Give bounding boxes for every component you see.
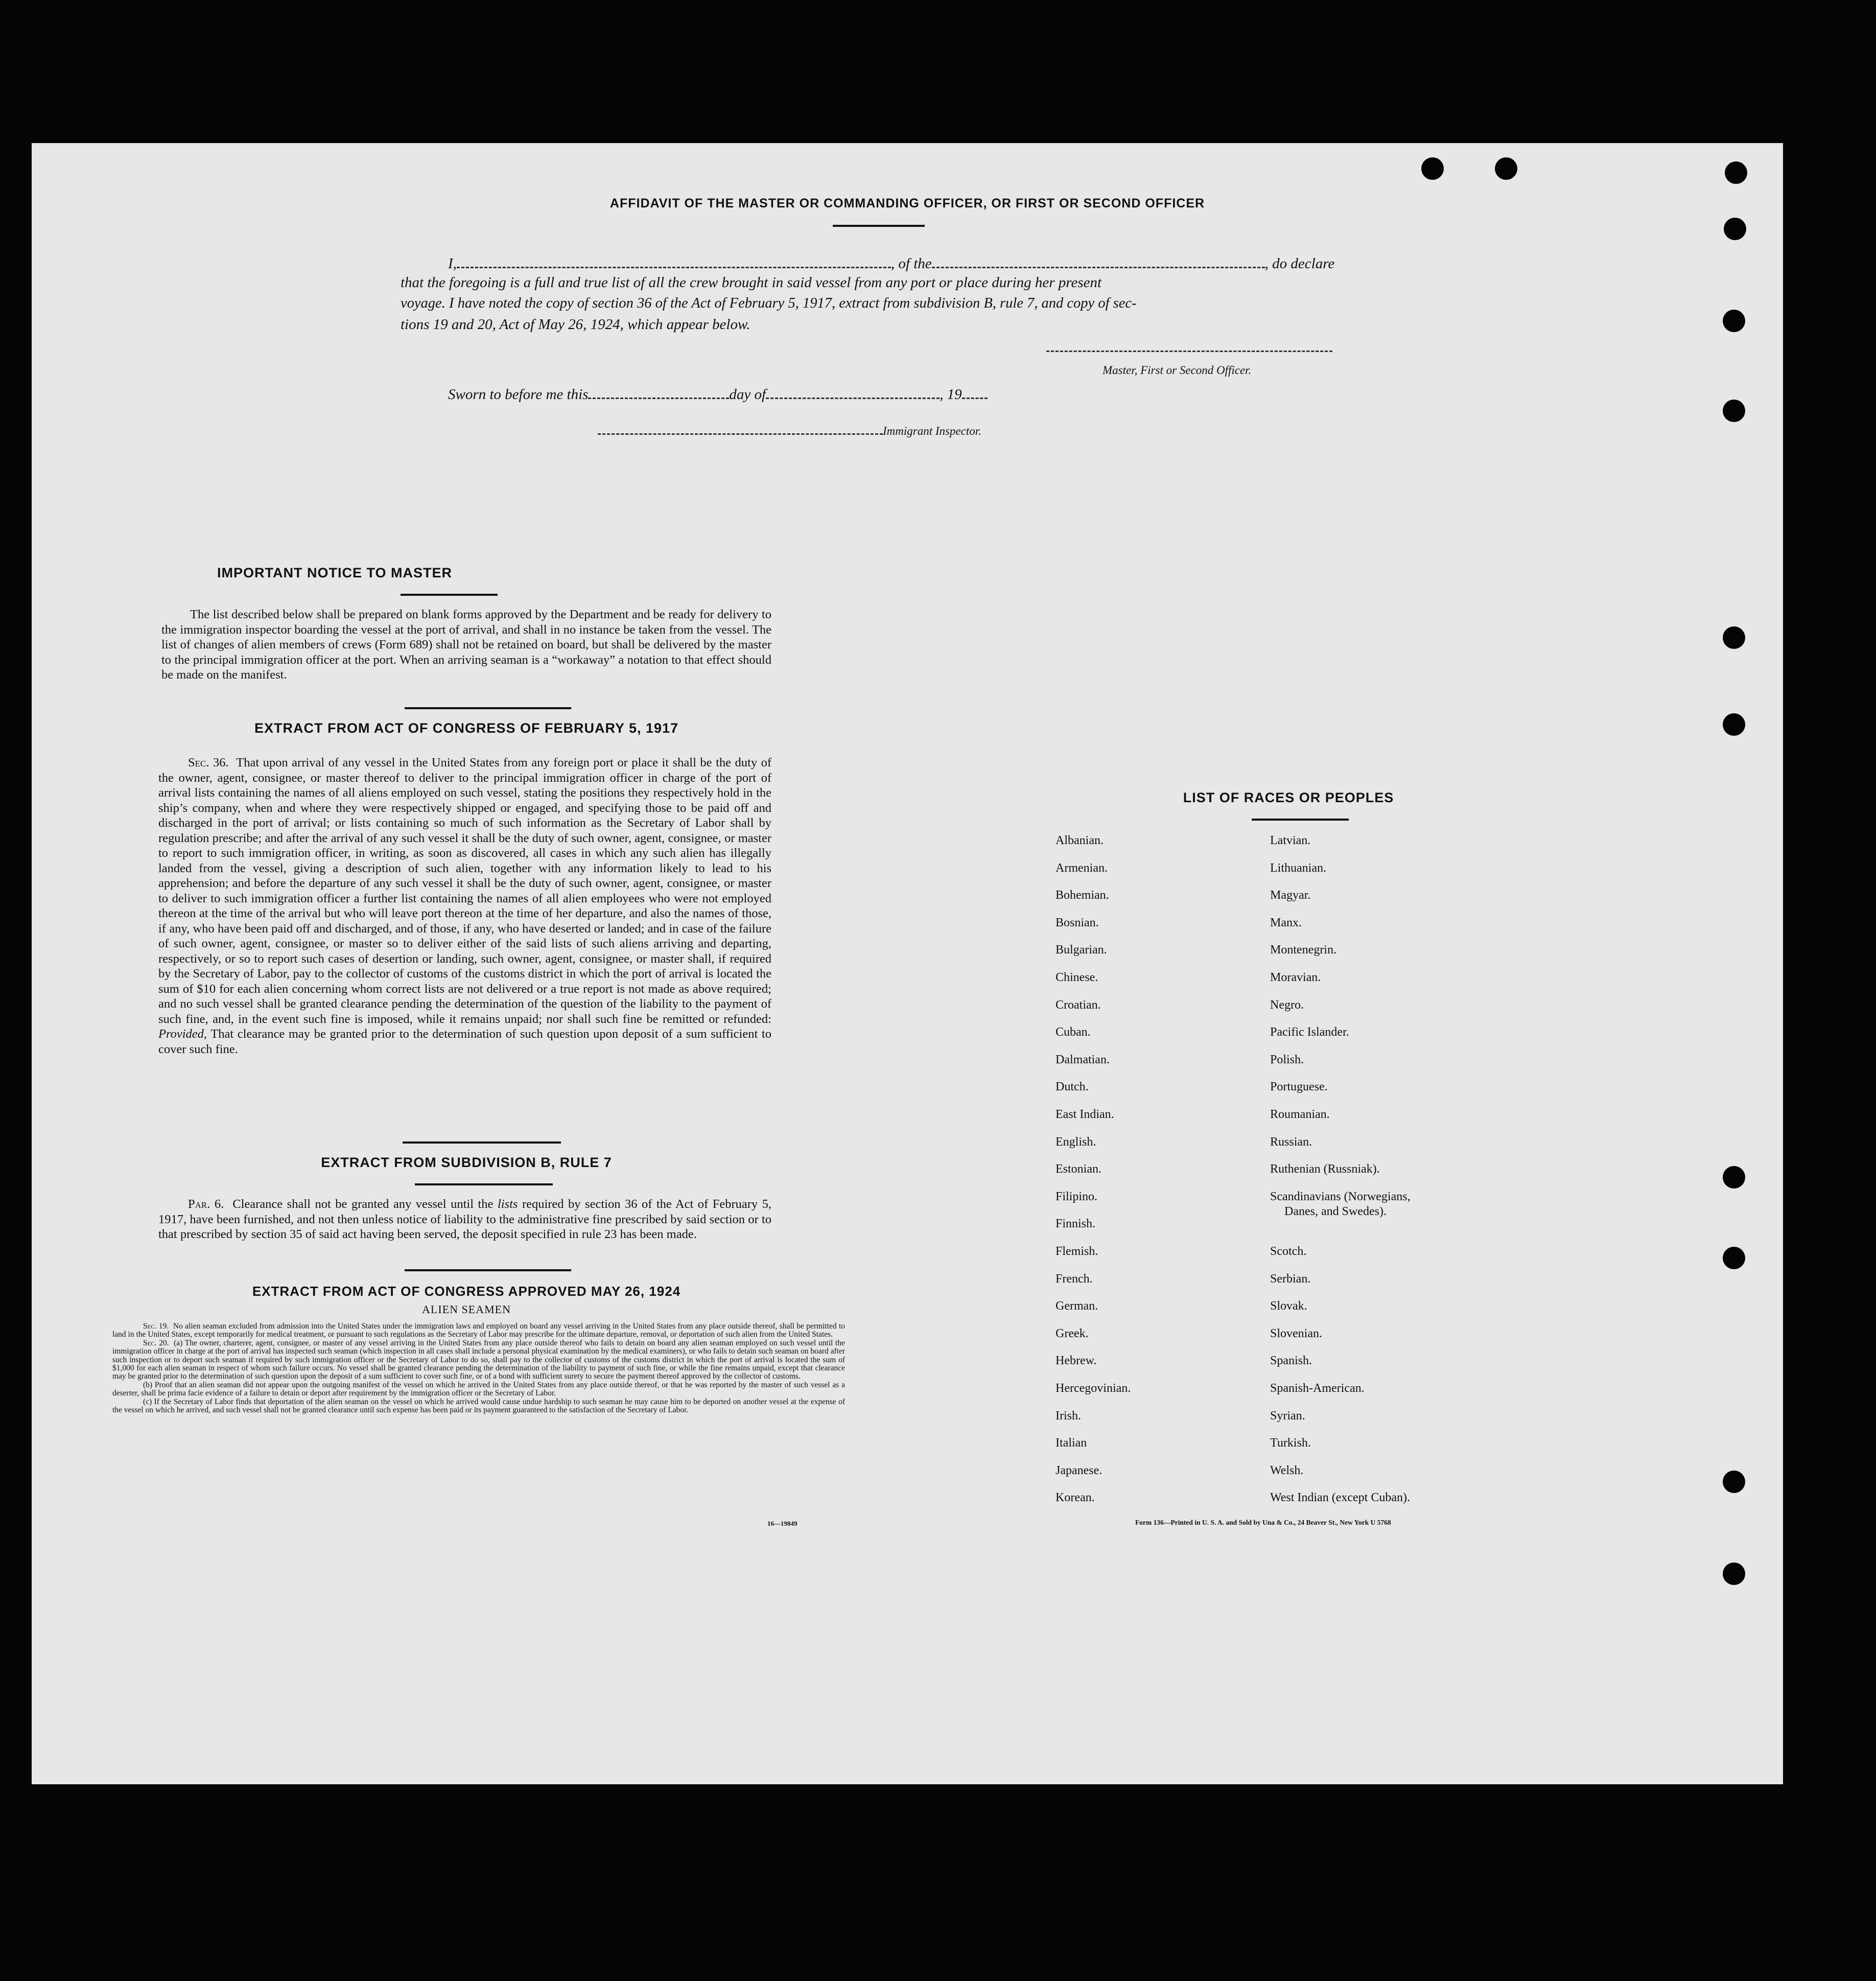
race-item: Irish. <box>1056 1409 1081 1423</box>
race-item: Turkish. <box>1270 1436 1311 1450</box>
sworn-label: Sworn to before me this <box>448 386 589 403</box>
race-item: Slovenian. <box>1270 1327 1322 1340</box>
rule7-text-b: required by section 36 of the Act of February 5, 1917, have been furnished, and not then unless notice of liability to the administrative fine prescribed by said section or to that prescribed by section 35 of said act having been served, the deposit specified in rule 23 has been made. <box>158 1197 772 1241</box>
declaration-line-2: that the foregoing is a full and true list of all the crew brought in said vessel from any port or place during her present <box>401 274 1102 291</box>
sec-20-label: Sec. 20. <box>143 1338 169 1347</box>
form-sheet <box>32 143 1783 1784</box>
races-title: LIST OF RACES OR PEOPLES <box>1183 790 1394 805</box>
alien-seamen-subtitle: ALIEN SEAMEN <box>422 1303 511 1316</box>
of-the-label: , of the <box>890 255 932 272</box>
race-item: Syrian. <box>1270 1409 1305 1423</box>
punch-hole <box>1495 157 1517 180</box>
sworn-line <box>448 383 988 403</box>
sec-20a-text: (a) The owner, charterer, agent, consignee, or master of any vessel arriving in the United States from any place outside thereof who fails to detain on board any alien seaman employed on such vessel until the immigration officer in charge at the port of arrival has inspected such seaman (which inspection in all cases shall include a personal physical examination by the medical examiners), or who fails to detain such seaman on board after such inspection or to deport such seaman if required by such immigration officer or the Secretary of Labor to do so, shall pay to the collector of customs of the customs district in which the port of arrival is located the sum of $1,000 for each alien seaman in respect of whom such failure occurs. No vessel shall be granted clearance pending the determination of the liability to payment of such fine, or while the fine remains unpaid, except that clearance may be granted prior to the determination of such question upon the deposit of a sum sufficient to cover such fine, or of a bond with sufficient surety to secure the payment thereof approved by the collector of customs. <box>112 1338 845 1381</box>
race-item: French. <box>1056 1272 1093 1286</box>
affidavit-title: AFFIDAVIT OF THE MASTER OR COMMANDING OFFICER, OR FIRST OR SECOND OFFICER <box>609 196 1205 211</box>
sworn-year-blank[interactable] <box>962 383 988 399</box>
extract-1924-title: EXTRACT FROM ACT OF CONGRESS APPROVED MAY 26, 1924 <box>252 1284 681 1299</box>
race-item: Lithuanian. <box>1270 861 1326 875</box>
race-item: Greek. <box>1056 1327 1089 1340</box>
race-item: Cuban. <box>1056 1026 1091 1039</box>
race-item: Portuguese. <box>1270 1080 1328 1093</box>
master-signature-line[interactable] <box>1046 346 1332 352</box>
race-item: Japanese. <box>1056 1464 1103 1477</box>
race-item: Pacific Islander. <box>1270 1026 1349 1039</box>
race-item: Negro. <box>1270 998 1304 1012</box>
rule7-body <box>158 1197 771 1242</box>
punch-hole <box>1723 713 1745 736</box>
name-blank[interactable] <box>457 252 891 268</box>
provided-word: Provided, <box>158 1027 207 1041</box>
punch-hole <box>1723 400 1745 422</box>
sec-19-label: Sec. 19. <box>143 1322 169 1331</box>
race-item: Manx. <box>1270 916 1302 929</box>
form-printer-note: Form 136—Printed in U. S. A. and Sold by Una & Co., 24 Beaver St., New York U 5768 <box>1135 1519 1391 1526</box>
declaration-line-3: voyage. I have noted the copy of section 36 of the Act of February 5, 1917, extract from subdivision B, rule 7, and copy of sec- <box>401 295 1137 311</box>
year-label: , 19 <box>940 386 962 403</box>
day-of-label: day of <box>729 386 766 403</box>
race-item: Spanish-American. <box>1270 1382 1365 1395</box>
race-item: Magyar. <box>1270 889 1311 902</box>
race-item: Flemish. <box>1056 1245 1098 1258</box>
race-item: Hercegovinian. <box>1056 1382 1131 1395</box>
i-label: I, <box>448 255 457 272</box>
title-rule <box>833 225 925 227</box>
sec-20b-text: (b) Proof that an alien seaman did not appear upon the outgoing manifest of the vessel on which he arrived in the United States from any place outside thereof, or that he was reported by the master of such vessel as a deserter, shall be prima facie evidence of a failure to detain or deport after requirement by the immigration officer or the Secretary of Labor. <box>112 1380 845 1398</box>
race-item: Chinese. <box>1056 971 1098 984</box>
notice-body: The list described below shall be prepared on blank forms approved by the Department and be ready for delivery to the immigration inspector boarding the vessel at the port of arrival, and shall in no instance be taken from the vessel. The list of changes of alien members of crews (Form 689) shall not be retained on board, but shall be delivered by the master to the principal immigration officer at the port. When an arriving seaman is a “workaway” a notation to that effect should be made on the manifest. <box>161 608 771 682</box>
punch-hole <box>1723 1247 1745 1269</box>
race-item: Slovak. <box>1270 1299 1307 1313</box>
inspector-label: Immigrant Inspector. <box>883 425 981 437</box>
race-item: Scotch. <box>1270 1245 1307 1258</box>
extract-1924-body <box>112 1322 845 1414</box>
punch-hole <box>1723 1563 1745 1585</box>
race-item: East Indian. <box>1056 1108 1114 1121</box>
lists-word: lists <box>497 1197 518 1211</box>
punch-hole <box>1723 310 1745 332</box>
rule7-title: EXTRACT FROM SUBDIVISION B, RULE 7 <box>321 1155 612 1170</box>
declaration-line-1 <box>448 252 1334 272</box>
sworn-day-blank[interactable] <box>588 383 729 399</box>
race-item: Welsh. <box>1270 1464 1304 1477</box>
inspector-signature-blank[interactable] <box>598 424 883 435</box>
race-item: Croatian. <box>1056 998 1101 1012</box>
race-item: Korean. <box>1056 1491 1095 1504</box>
form-code: 16—19849 <box>767 1520 798 1527</box>
race-item: Armenian. <box>1056 861 1108 875</box>
race-item: Serbian. <box>1270 1272 1311 1286</box>
race-item: Roumanian. <box>1270 1108 1330 1121</box>
sec-36-end: That clearance may be granted prior to the determination of such question upon deposit of a sum sufficient to cover such fine. <box>158 1027 771 1056</box>
race-item: Hebrew. <box>1056 1354 1097 1367</box>
rule7-end-rule <box>405 1269 571 1271</box>
punch-hole <box>1724 218 1746 240</box>
sec-20c-text: (c) If the Secretary of Labor finds that deportation of the alien seaman on the vessel on which he arrived would cause undue hardship to such seaman he may cause him to be deported on another vessel at the expense of the vessel on which he arrived, and such vessel shall not be granted clearance until such expense has been paid or its payment guaranteed to the satisfaction of the Secretary of Labor. <box>112 1397 845 1415</box>
race-item: Italian <box>1056 1436 1087 1450</box>
race-item: Ruthenian (Russniak). <box>1270 1162 1380 1176</box>
inspector-line <box>598 424 981 438</box>
declaration-line-4: tions 19 and 20, Act of May 26, 1924, which appear below. <box>401 316 751 333</box>
race-item: Dutch. <box>1056 1080 1089 1093</box>
notice-end-rule <box>405 707 571 709</box>
race-item: Bulgarian. <box>1056 943 1107 957</box>
sec-36-label: Sec. 36. <box>188 756 229 770</box>
race-item: Estonian. <box>1056 1162 1101 1176</box>
extract-1917-end-rule <box>403 1141 561 1144</box>
races-rule <box>1252 819 1349 821</box>
punch-hole <box>1723 626 1745 649</box>
master-signature-label: Master, First or Second Officer. <box>1103 364 1252 377</box>
extract-1917-body <box>158 755 771 1057</box>
race-item: Moravian. <box>1270 971 1321 984</box>
sworn-month-blank[interactable] <box>766 383 940 399</box>
race-item: Montenegrin. <box>1270 943 1336 957</box>
vessel-blank[interactable] <box>932 252 1265 268</box>
punch-hole <box>1723 1471 1745 1493</box>
punch-hole <box>1725 161 1747 184</box>
race-item: Finnish. <box>1056 1217 1096 1230</box>
notice-title: IMPORTANT NOTICE TO MASTER <box>217 565 452 580</box>
race-item: Dalmatian. <box>1056 1053 1110 1066</box>
extract-1917-title: EXTRACT FROM ACT OF CONGRESS OF FEBRUARY 5, 1917 <box>254 720 679 736</box>
race-item: West Indian (except Cuban). <box>1270 1491 1410 1504</box>
punch-hole <box>1421 157 1444 180</box>
race-item: Bohemian. <box>1056 889 1109 902</box>
notice-rule <box>401 594 498 596</box>
do-declare-label: , do declare <box>1264 255 1335 272</box>
race-item: Scandinavians (Norwegians, <box>1270 1190 1411 1203</box>
race-item: Latvian. <box>1270 834 1311 847</box>
race-item: Danes, and Swedes). <box>1284 1205 1387 1218</box>
race-item: Albanian. <box>1056 834 1104 847</box>
sec-19-text: No alien seaman excluded from admission into the United States under the immigration laws and employed on board any vessel arriving in the United States from any place outside thereof, shall be permitted to land in the United States, except temporarily for medical treatment, or pursuant to such regulations as the Secretary of Labor may prescribe for the ultimate departure, removal, or deportation of such alien from the United States. <box>112 1322 846 1339</box>
par-6-label: Par. 6. <box>188 1197 224 1211</box>
race-item: German. <box>1056 1299 1098 1313</box>
punch-hole <box>1723 1166 1745 1188</box>
rule7-rule <box>415 1183 553 1185</box>
race-item: English. <box>1056 1135 1096 1149</box>
sec-36-text: That upon arrival of any vessel in the United States from any foreign port or place it shall be the duty of the owner, agent, consignee, or master thereof to deliver to the principal immigration officer in charge of the port of arrival lists containing the names of all aliens employed on such vessel, stating the positions they respectively hold in the ship’s company, when and where they were respectively shipped or engaged, and specifying those to be paid off and discharged in the port of arrival; or lists containing so much of such information as the Secretary of Labor shall by regulation prescribe; and after the arrival of any such vessel it shall be the duty of such owner, agent, consignee, or master to report to such immigration officer, in writing, as soon as discovered, all cases in which any such alien has illegally landed from the vessel, giving a description of such alien, together with any information likely to lead to his apprehension; and before the departure of any such vessel it shall be the duty of such owner, agent, consignee, or master to deliver to such immigration officer a further list containing the names of all alien employees who were not employed thereon at the time of the arrival but who will leave port thereon at the time of her departure, and also the names of those, if any, who have been paid off and discharged, and of those, if any, who have deserted or landed; and in case of the failure of such owner, agent, consignee, or master so to deliver either of the said lists of such aliens arriving and departing, respectively, or so to report such cases of desertion or landing, such owner, agent, consignee, or master shall, if required by the Secretary of Labor, pay to the collector of customs of the customs district in which the port of arrival is located the sum of $10 for each alien concerning whom correct lists are not delivered or a true report is not made as above required; and no such vessel shall be granted clearance pending the determination of the question of the liability to the payment of such fine, and, in the event such fine is imposed, while it remains unpaid; nor shall such fine be remitted or refunded: <box>158 756 772 1026</box>
race-item: Filipino. <box>1056 1190 1098 1203</box>
race-item: Polish. <box>1270 1053 1304 1066</box>
rule7-text-a: Clearance shall not be granted any vessel until the <box>232 1197 494 1211</box>
race-item: Russian. <box>1270 1135 1312 1149</box>
race-item: Spanish. <box>1270 1354 1312 1367</box>
race-item: Bosnian. <box>1056 916 1099 929</box>
